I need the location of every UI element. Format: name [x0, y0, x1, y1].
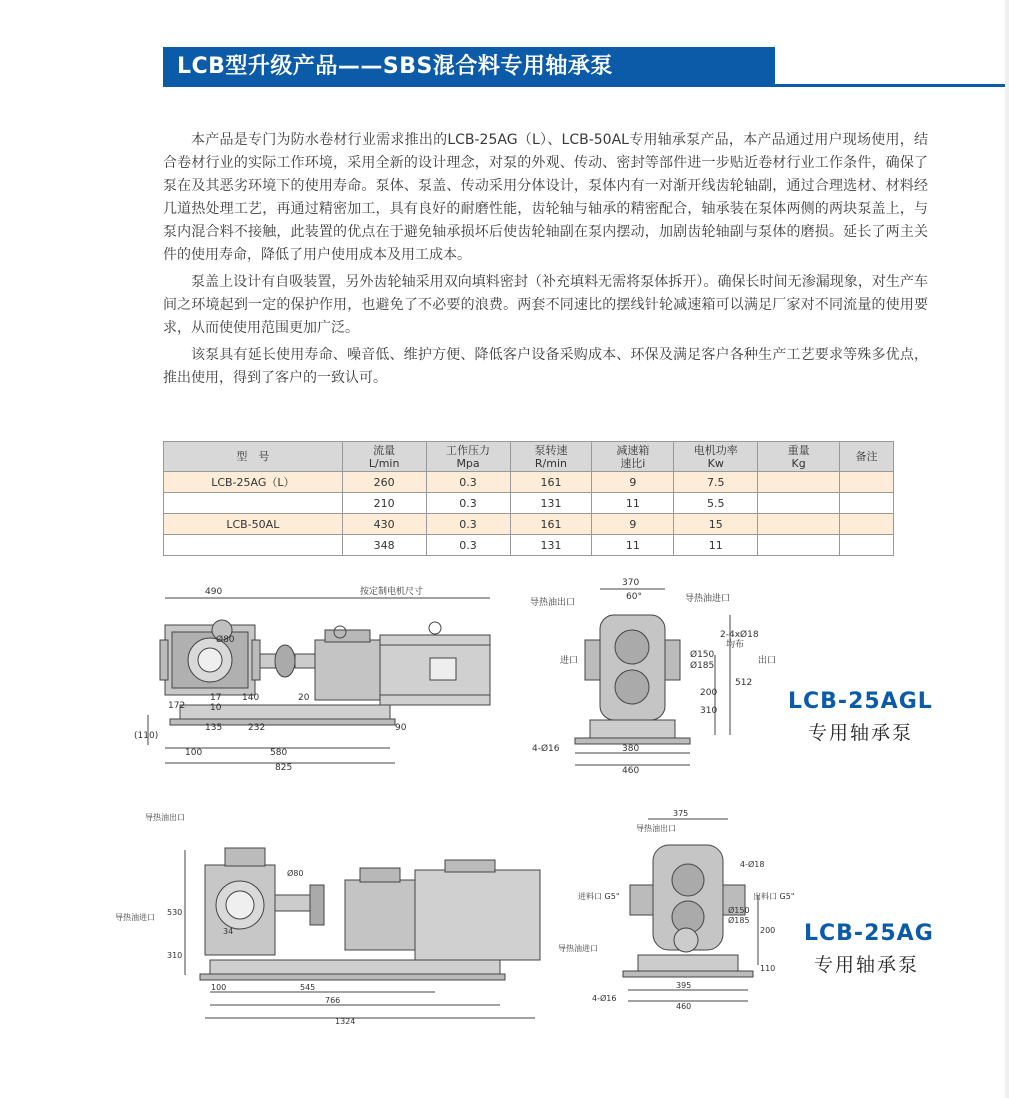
dim-even: 均布 [726, 640, 745, 650]
dim-d185: Ø185 [690, 661, 715, 671]
label-inlet-g: 进料口 G5" [578, 892, 620, 901]
cell-flow: 210 [342, 493, 426, 514]
label-oil-inlet: 导热油进口 [685, 594, 731, 604]
intro-text [163, 129, 928, 394]
dim-holes: 2-4xØ18 [720, 630, 759, 640]
dim-d80: Ø80 [216, 635, 235, 645]
label-outlet: 出口 [758, 656, 777, 666]
dim-766: 766 [325, 996, 341, 1005]
cell-pressure: 0.3 [426, 472, 510, 493]
dim-545: 545 [300, 983, 316, 992]
dim-370: 370 [622, 578, 640, 588]
cell-ratio: 11 [592, 493, 674, 514]
dim-34: 34 [223, 927, 234, 936]
dim-10: 10 [210, 703, 222, 713]
intro-paragraph-1: 本产品是专门为防水卷材行业需求推出的LCB-25AG（L）、LCB-50AL专用轴承泵产品，本产品通过用户现场使用，结合卷材行业的实际工作环境，采用全新的设计理念，对泵的外观、传动、密封等部件进一步贴近卷材行业工作条件，确保了泵在及其恶劣环境下的使用寿命。泵体、泵盖、传动采用分体设计，泵体内有一对渐开线齿轮轴副，通过合理选材、材料经几道热处理工艺，再通过精密加工，具有良好的耐磨性能，齿轮轴与轴承的精密配合，轴承装在泵体两侧的两块泵盖上，与泵内混合料不接触，此装置的优点在于避免轴承损坏后使齿轮轴副在泵内摆动，加剧齿轮轴副与泵体的磨损。延长了两主关件的使用寿命，降低了用户使用成本及用工成本。 [163, 132, 928, 263]
dim-60deg: 60° [626, 592, 642, 602]
cell-notes [840, 535, 894, 556]
cell-speed: 161 [510, 472, 592, 493]
cell-power: 5.5 [674, 493, 758, 514]
dim-holes2-4: 4-Ø16 [592, 994, 617, 1003]
drawing-25ag-front [548, 805, 798, 1010]
th-flow: 流量 L/min [342, 442, 426, 472]
table-row [164, 493, 894, 514]
label-oil-outlet-4: 导热油出口 [636, 824, 676, 833]
cell-model: LCB-50AL [164, 514, 343, 535]
table-row [164, 514, 894, 535]
dim-375: 375 [673, 809, 689, 818]
dim-holes-4: 4-Ø18 [740, 860, 765, 869]
intro-paragraph-2: 泵盖上设计有自吸装置，另外齿轮轴采用双向填料密封（补充填料无需将泵体拆开）。确保长时间无渗漏现象，对生产车间之环境起到一定的保护作用，也避免了不必要的浪费。两套不同速比的摆线针轮减速箱可以满足厂家对不同流量的使用要求，从而使使用范围更加广泛。 [163, 274, 928, 336]
drawing-25ag-side [115, 810, 545, 1025]
title-underline [775, 84, 1009, 87]
dim-110-4: 110 [760, 964, 776, 973]
dim-20: 20 [298, 693, 310, 703]
cell-notes [840, 493, 894, 514]
cell-model [164, 535, 343, 556]
cell-ratio: 9 [592, 514, 674, 535]
dim-d150: Ø150 [690, 650, 715, 660]
model-sub-25ag: 专用轴承泵 [814, 954, 920, 976]
dim-460-4: 460 [676, 1002, 692, 1010]
dim-1324: 1324 [335, 1017, 356, 1025]
dim-380: 380 [622, 744, 640, 754]
label-oil-outlet: 导热油出口 [530, 598, 576, 608]
cell-weight [758, 472, 840, 493]
dim-17: 17 [210, 693, 222, 703]
dim-110: (110) [134, 731, 159, 741]
th-power: 电机功率 Kw [674, 442, 758, 472]
cell-pressure: 0.3 [426, 514, 510, 535]
cell-model: LCB-25AG（L） [164, 472, 343, 493]
dim-512: 512 [735, 678, 753, 688]
table-row [164, 535, 894, 556]
table-header-row [164, 442, 894, 472]
table-row [164, 472, 894, 493]
cell-power: 11 [674, 535, 758, 556]
cell-model [164, 493, 343, 514]
label-oil-inlet-4: 导热油进口 [558, 944, 598, 953]
model-label-25ag: LCB-25AG [804, 921, 934, 946]
label-outlet-g: 出料口 G5" [753, 892, 795, 901]
cell-notes [840, 514, 894, 535]
th-weight: 重量 Kg [758, 442, 840, 472]
cell-weight [758, 493, 840, 514]
spec-table [163, 441, 894, 556]
th-ratio: 减速箱 速比i [592, 442, 674, 472]
dim-d80-3: Ø80 [287, 869, 304, 878]
page-scrollbar[interactable] [1005, 0, 1009, 1098]
th-speed: 泵转速 R/min [510, 442, 592, 472]
title-banner [163, 47, 775, 87]
cell-notes [840, 472, 894, 493]
model-label-25agl: LCB-25AGL [788, 689, 933, 714]
dim-172: 172 [168, 701, 186, 711]
dim-motor-note: 按定制电机尺寸 [360, 587, 424, 597]
cell-speed: 131 [510, 535, 592, 556]
dim-310: 310 [700, 706, 718, 716]
label-oil-inlet-3: 导热油进口 [115, 913, 155, 922]
cell-flow: 348 [342, 535, 426, 556]
th-model: 型 号 [164, 442, 343, 472]
dim-d150-4: Ø150 [728, 906, 750, 915]
dim-580: 580 [270, 748, 288, 758]
model-sub-25agl: 专用轴承泵 [808, 722, 914, 744]
label-oil-outlet-3: 导热油出口 [145, 813, 185, 822]
drawing-25agl-side [130, 580, 520, 775]
cell-flow: 260 [342, 472, 426, 493]
dim-d185-4: Ø185 [728, 916, 750, 925]
dim-140: 140 [242, 693, 260, 703]
intro-paragraph-3: 该泵具有延长使用寿命、噪音低、维护方便、降低客户设备采购成本、环保及满足客户各种生产工艺要求等殊多优点，推出使用，得到了客户的一致认可。 [163, 347, 928, 386]
cell-ratio: 9 [592, 472, 674, 493]
cell-flow: 430 [342, 514, 426, 535]
cell-weight [758, 535, 840, 556]
dim-310-3: 310 [167, 951, 183, 960]
cell-power: 7.5 [674, 472, 758, 493]
cell-weight [758, 514, 840, 535]
dim-825: 825 [275, 763, 293, 773]
dim-135: 135 [205, 723, 223, 733]
dim-200: 200 [700, 688, 718, 698]
cell-pressure: 0.3 [426, 493, 510, 514]
cell-power: 15 [674, 514, 758, 535]
th-pressure: 工作压力 Mpa [426, 442, 510, 472]
dim-100: 100 [185, 748, 203, 758]
dim-200-4: 200 [760, 926, 776, 935]
label-inlet: 进口 [560, 656, 579, 666]
drawing-25agl-front [530, 575, 780, 775]
dim-460: 460 [622, 766, 640, 775]
dim-232: 232 [248, 723, 266, 733]
page-title: LCB型升级产品——SBS混合料专用轴承泵 [177, 54, 613, 79]
dim-530: 530 [167, 908, 183, 917]
dim-90: 90 [395, 723, 407, 733]
cell-speed: 161 [510, 514, 592, 535]
dim-395: 395 [676, 981, 692, 990]
cell-pressure: 0.3 [426, 535, 510, 556]
dim-holes2: 4-Ø16 [532, 744, 560, 754]
th-notes: 备注 [840, 442, 894, 472]
dim-100-3: 100 [211, 983, 227, 992]
dim-490: 490 [205, 587, 223, 597]
cell-speed: 131 [510, 493, 592, 514]
cell-ratio: 11 [592, 535, 674, 556]
